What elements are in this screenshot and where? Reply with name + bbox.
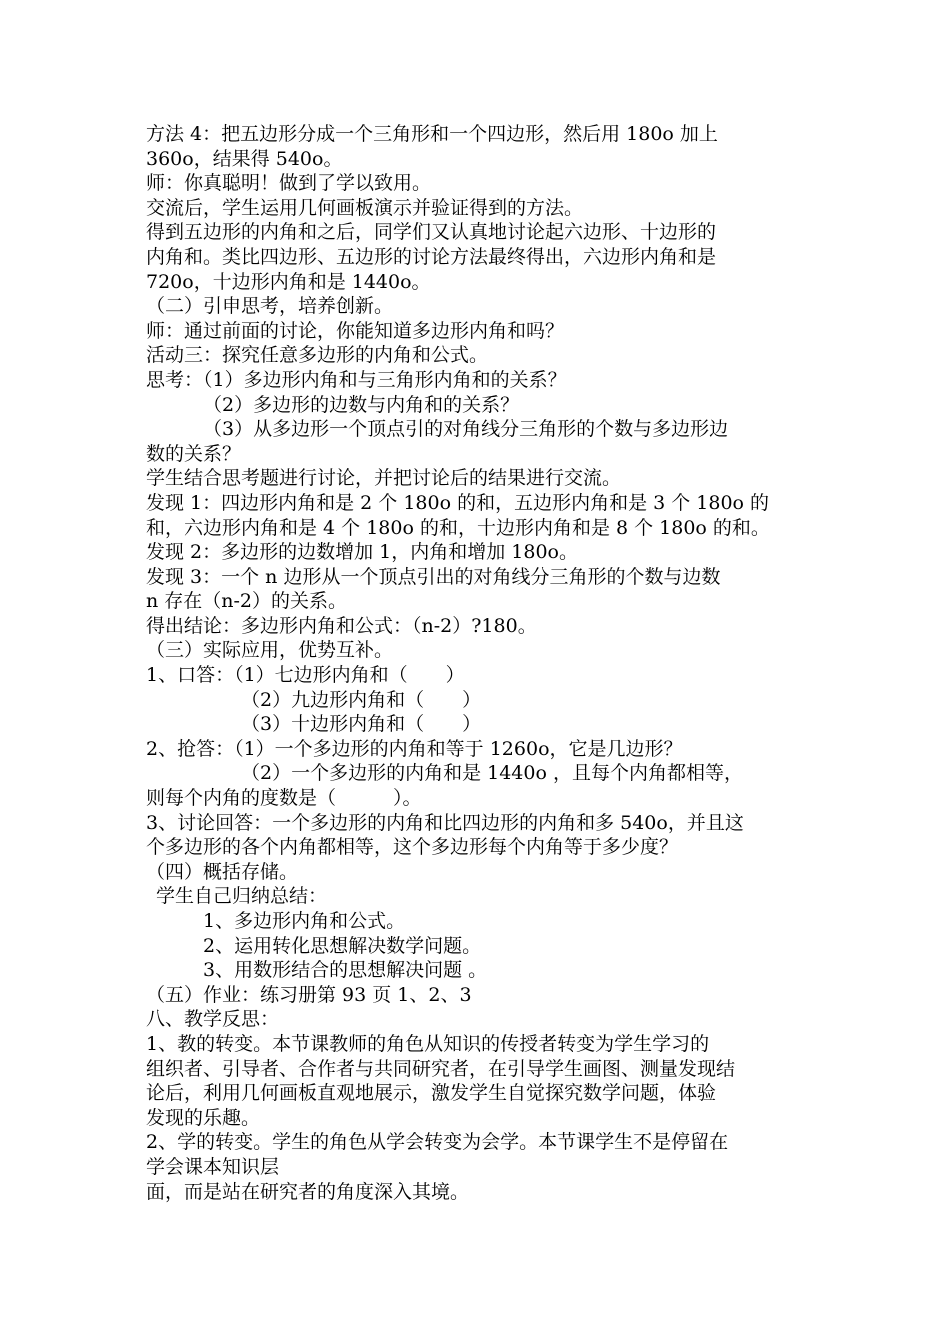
section-heading: （四）概括存储。	[146, 860, 299, 883]
text-line: 1、教的转变。本节课教师的角色从知识的传授者转变为学生学习的	[146, 1032, 710, 1055]
text-line: 师：通过前面的讨论，你能知道多边形内角和吗？	[146, 319, 565, 342]
text-line: 则每个内角的度数是（ ）。	[146, 787, 422, 810]
text-line: 论后，利用几何画板直观地展示，激发学生自觉探究数学问题，体验	[146, 1082, 717, 1105]
section-heading: （三）实际应用，优势互补。	[146, 639, 394, 662]
text-line: 面，而是站在研究者的角度深入其境。	[146, 1180, 470, 1203]
text-line: 发现的乐趣。	[146, 1106, 261, 1129]
text-line: 学会课本知识层	[146, 1155, 280, 1178]
text-line: 交流后，学生运用几何画板演示并验证得到的方法。	[146, 196, 584, 219]
text-line: 数的关系？	[146, 442, 242, 465]
text-line: 和，六边形内角和是 4 个 180o 的和，十边形内角和是 8 个 180o 的和。	[146, 516, 770, 539]
text-line: （2）一个多边形的内角和是 1440o ，且每个内角都相等，	[241, 762, 743, 785]
text-line: 发现 2：多边形的边数增加 1，内角和增加 180o。	[146, 541, 579, 564]
document-page	[146, 122, 811, 1204]
text-line: 360o，结果得 540o。	[146, 147, 343, 170]
text-line: 发现 3：一个 n 边形从一个顶点引出的对角线分三角形的个数与边数	[146, 565, 721, 588]
text-line: 学生自己归纳总结：	[156, 885, 328, 908]
text-line: 1、口答：（1）七边形内角和（ ）	[146, 664, 465, 687]
text-line: 学生结合思考题进行讨论，并把讨论后的结果进行交流。	[146, 467, 622, 490]
text-line: 得到五边形的内角和之后，同学们又认真地讨论起六边形、十边形的	[146, 221, 717, 244]
text-line: 方法 4：把五边形分成一个三角形和一个四边形，然后用 180o 加上	[146, 123, 718, 145]
text-line: 720o，十边形内角和是 1440o。	[146, 270, 431, 293]
text-line: 师：你真聪明！做到了学以致用。	[146, 172, 432, 195]
text-line: n 存在（n-2）的关系。	[146, 590, 348, 613]
text-line: 2、学的转变。学生的角色从学会转变为会学。本节课学生不是停留在	[146, 1131, 729, 1154]
text-line: （3）从多边形一个顶点引的对角线分三角形的个数与多边形边	[203, 418, 729, 441]
section-heading: 八、教学反思：	[146, 1008, 280, 1031]
text-line: 2、抢答：（1）一个多边形的内角和等于 1260o，它是几边形？	[146, 737, 683, 760]
text-line: 思考：（1）多边形内角和与三角形内角和的关系？	[146, 368, 567, 391]
text-line: （2）九边形内角和（ ）	[241, 688, 482, 711]
text-line: 1、多边形内角和公式。	[203, 910, 406, 932]
text-line: 得出结论：多边形内角和公式：（n-2）?180。	[146, 614, 537, 637]
text-line: （2）多边形的边数与内角和的关系？	[203, 393, 520, 416]
text-line: 2、运用转化思想解决数学问题。	[203, 934, 482, 957]
section-heading: （二）引申思考，培养创新。	[146, 295, 394, 318]
text-line: 发现 1：四边形内角和是 2 个 180o 的和，五边形内角和是 3 个 180o 的	[146, 491, 770, 514]
text-line: （3）十边形内角和（ ）	[241, 713, 482, 736]
section-heading: （五）作业：练习册第 93 页 1、2、3	[146, 983, 472, 1006]
text-line: 组织者、引导者、合作者与共同研究者，在引导学生画图、测量发现结	[146, 1057, 736, 1080]
text-line: 个多边形的各个内角都相等，这个多边形每个内角等于多少度？	[146, 836, 679, 859]
text-line: 内角和。类比四边形、五边形的讨论方法最终得出，六边形内角和是	[146, 245, 717, 268]
text-line: 3、用数形结合的思想解决问题 。	[203, 959, 488, 982]
text-line: 3、讨论回答：一个多边形的内角和比四边形的内角和多 540o，并且这	[146, 811, 744, 834]
activity-title: 活动三：探究任意多边形的内角和公式。	[146, 344, 489, 367]
